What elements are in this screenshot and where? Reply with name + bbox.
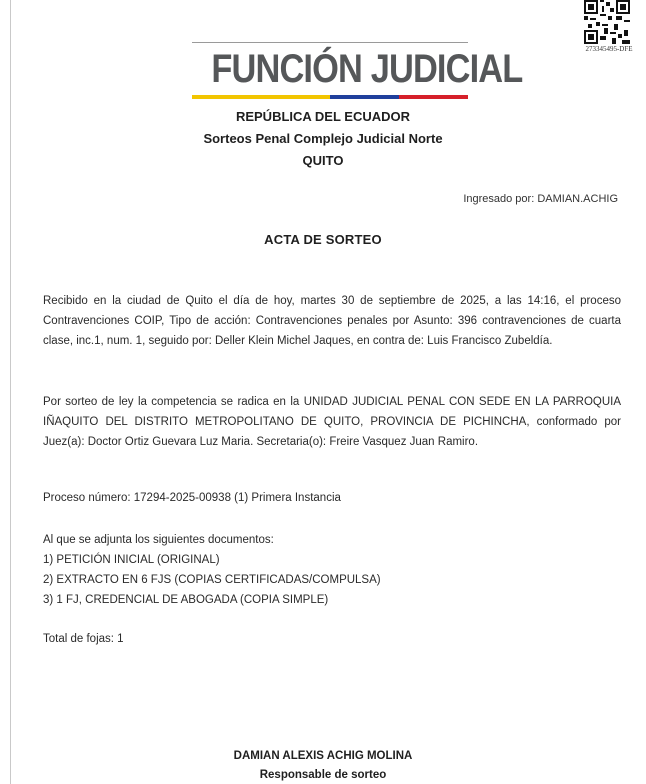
entered-by: Ingresado por: DAMIAN.ACHIG xyxy=(463,193,618,205)
logo-text: FUNCIÓN JUDICIAL xyxy=(211,47,523,91)
competence-paragraph: Por sorteo de ley la competencia se radica en la UNIDAD JUDICIAL PENAL CON SEDE EN LA PARROQUIA IÑAQUITO DEL DISTRITO METROPOLITANO DE QUITO, PROVINCIA DE PICHINCHA, conformado por Juez(a): Doctor Ortiz Guevara Luz Maria. Secretaria(o): Freire Vasquez Juan Ramiro. xyxy=(43,396,621,448)
reception-paragraph: Recibido en la ciudad de Quito el día de hoy, martes 30 de septiembre de 2025, a las 14:16, el proceso Contravenciones COIP, Tipo de acción: Contravenciones penales por Asunto: 396 contravenciones de cuarta clase, inc.1, num. 1, seguido por: Deller Klein Michel Jaques, en contra de: Luis Francisco Zubeldía. xyxy=(43,295,621,347)
qr-reference-code: 273345495-DFE xyxy=(585,45,633,53)
header-city: QUITO xyxy=(302,153,344,168)
header-office: Sorteos Penal Complejo Judicial Norte xyxy=(203,131,443,146)
flag-stripe xyxy=(192,95,468,99)
process-number: Proceso número: 17294-2025-00938 (1) Primera Instancia xyxy=(43,492,341,504)
document-item: 1) PETICIÓN INICIAL (ORIGINAL) xyxy=(43,554,220,566)
document-item: 2) EXTRACTO EN 6 FJS (COPIAS CERTIFICADAS/COMPULSA) xyxy=(43,574,381,586)
logo-divider xyxy=(192,42,468,43)
header-country: REPÚBLICA DEL ECUADOR xyxy=(235,109,411,124)
signer-name: DAMIAN ALEXIS ACHIG MOLINA xyxy=(233,750,413,762)
document-item: 3) 1 FJ, CREDENCIAL DE ABOGADA (COPIA SIMPLE) xyxy=(43,594,329,606)
signer-role: Responsable de sorteo xyxy=(259,769,387,781)
qr-code-icon xyxy=(584,0,630,44)
funcion-judicial-logo xyxy=(192,42,523,99)
attachments-intro: Al que se adjunta los siguientes documentos: xyxy=(43,534,274,546)
total-pages: Total de fojas: 1 xyxy=(43,633,124,645)
document-title: ACTA DE SORTEO xyxy=(264,232,382,247)
